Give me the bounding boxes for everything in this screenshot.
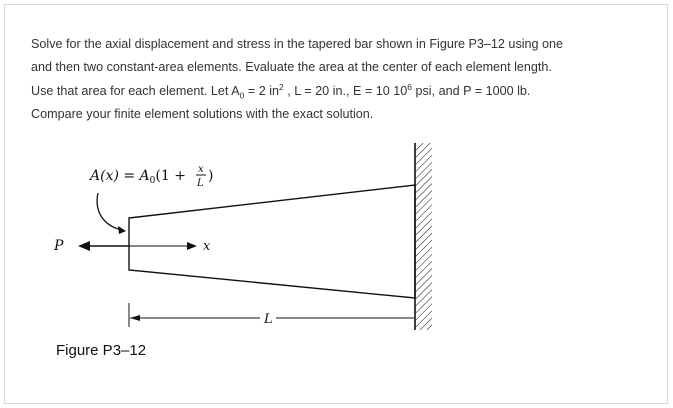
figure-caption: Figure P3–12 bbox=[56, 342, 147, 359]
problem-line-2: and then two constant-area elements. Evaluate the area at the center of each element length. bbox=[31, 60, 552, 75]
dimension-arrowhead-left bbox=[130, 315, 140, 321]
area-formula bbox=[88, 164, 213, 189]
force-label: P bbox=[54, 238, 64, 254]
svg-text:A(x) = A0(1 +: $A(x) = A_0(1$ + bbox=[90, 168, 186, 186]
formula-leader-line bbox=[97, 193, 122, 230]
tapered-bar bbox=[129, 185, 415, 298]
x-axis-label: x bbox=[203, 239, 211, 254]
svg-text:): ) bbox=[208, 168, 214, 184]
problem-line-1: Solve for the axial displacement and stress in the tapered bar shown in Figure P3–12 using one bbox=[31, 37, 564, 51]
fixed-wall-hatching bbox=[415, 143, 432, 330]
force-arrowhead bbox=[78, 241, 90, 251]
svg-text:L: L bbox=[197, 178, 204, 189]
svg-text:x: x bbox=[198, 164, 204, 175]
problem-line-4: Compare your finite element solutions with the exact solution. bbox=[31, 107, 374, 122]
leader-arrowhead bbox=[118, 226, 126, 234]
length-label: L bbox=[264, 312, 273, 327]
problem-line-3: Use that area for each element. Let $A_0 = 2$ $in^2$ , L = 20 in., E = 10 $10^6$ psi, and P = 1000 lb. bbox=[31, 81, 531, 101]
